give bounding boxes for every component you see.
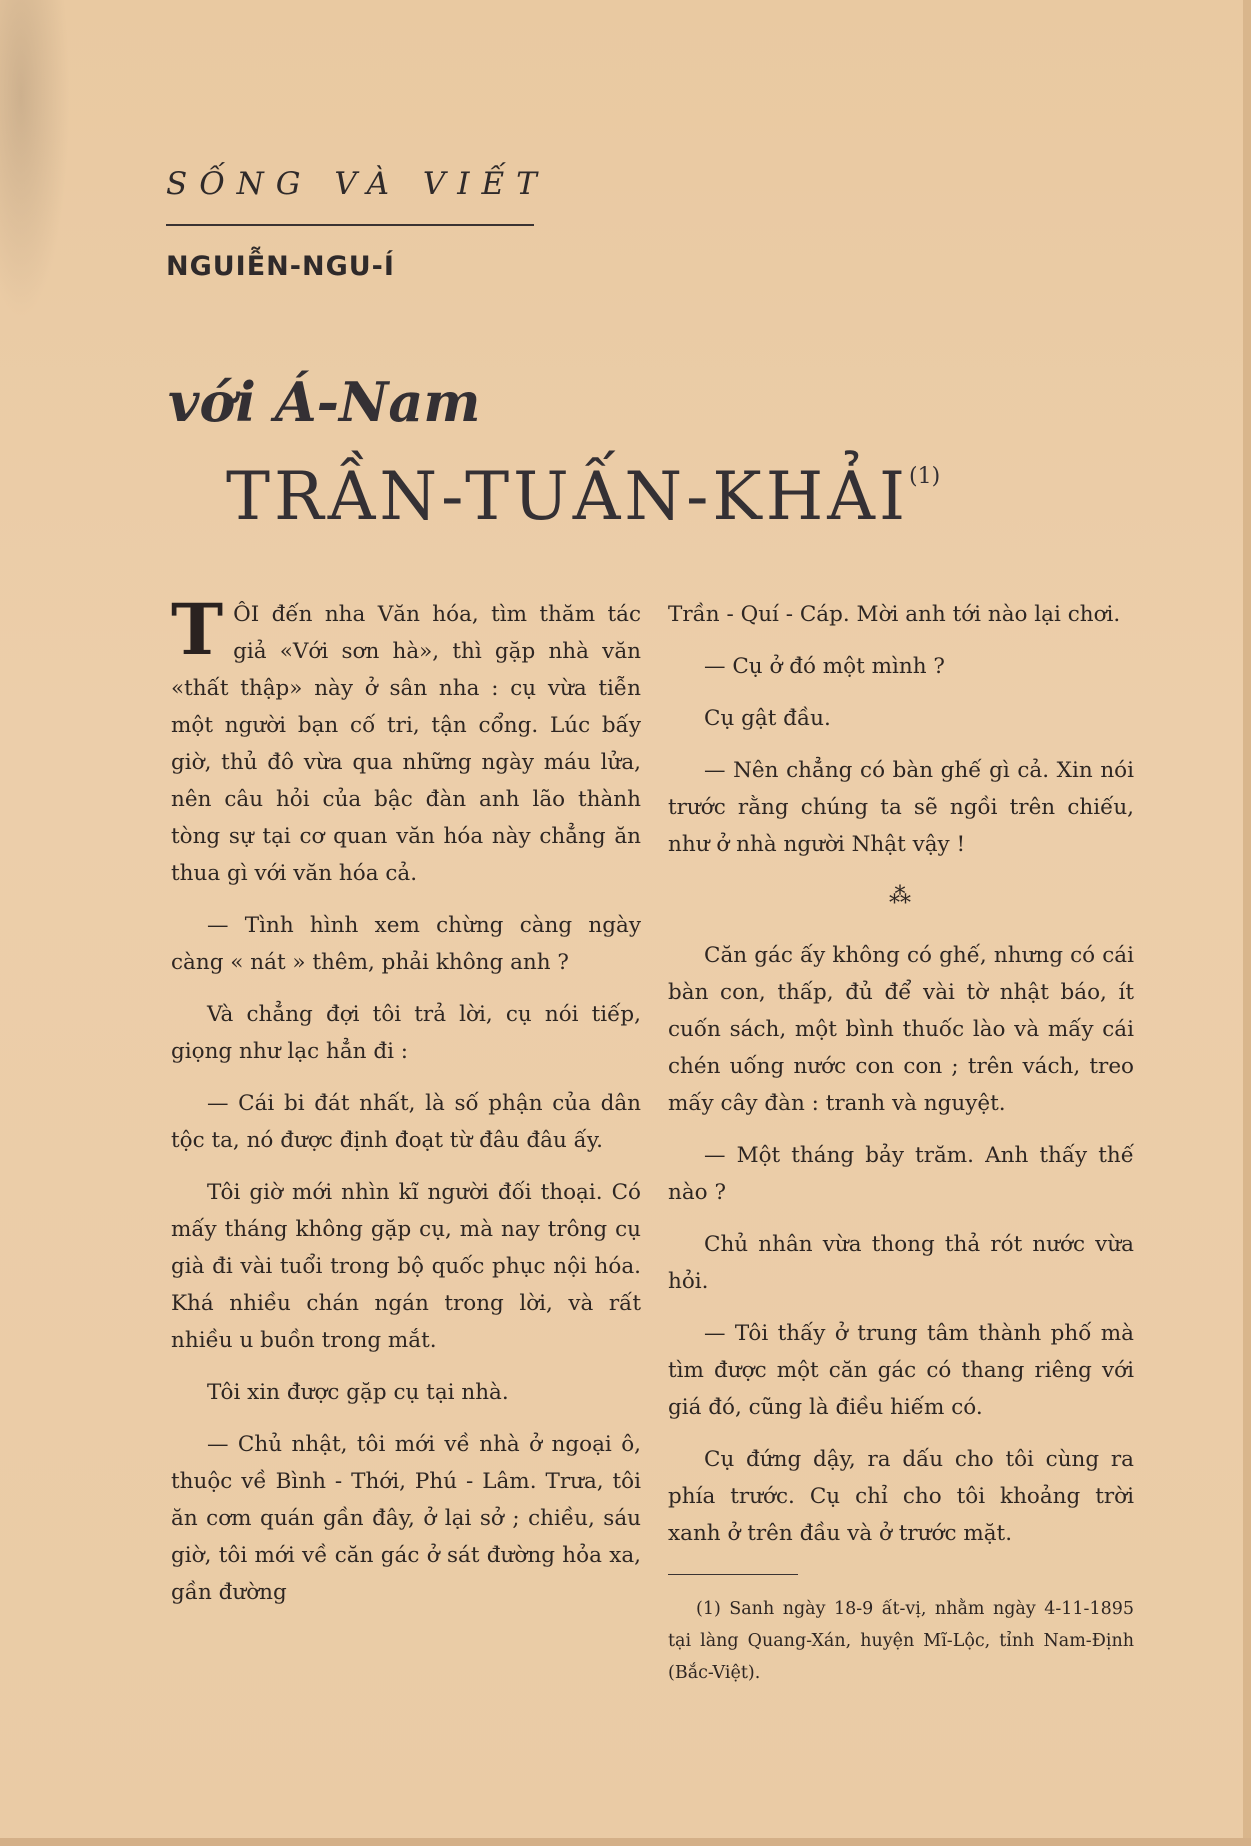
- series-title: SỐNG VÀ VIẾT: [166, 166, 549, 202]
- paragraph: — Tình hình xem chừng càng ngày càng « nát » thêm, phải không anh ?: [171, 913, 641, 975]
- paragraph: Căn gác ấy không có ghế, nhưng có cái bàn con, thấp, đủ để vài tờ nhật báo, ít cuốn sách, một bình thuốc lào và mấy cái chén uống nước con con ; trên vách, treo mấy cây đàn : tranh và nguyệt.: [668, 943, 1134, 1116]
- paragraph: Chủ nhân vừa thong thả rót nước vừa hỏi.: [668, 1232, 1134, 1294]
- footnote: (1) Sanh ngày 18-9 ất-vị, nhằm ngày 4-11-1895 tại làng Quang-Xán, huyện Mĩ-Lộc, tỉnh Nam-Định (Bắc-Việt).: [668, 1599, 1134, 1683]
- paragraph: — Nên chẳng có bàn ghế gì cả. Xin nói trước rằng chúng ta sẽ ngồi trên chiếu, như ở nhà người Nhật vậy !: [668, 758, 1134, 857]
- paragraph: — Cụ ở đó một mình ?: [704, 654, 945, 679]
- paragraph: — Một tháng bảy trăm. Anh thấy thế nào ?: [668, 1143, 1134, 1205]
- drop-cap: T: [171, 588, 224, 671]
- paragraph: Trần - Quí - Cáp. Mời anh tới nào lại chơi.: [668, 602, 1121, 627]
- paragraph: Cụ đứng dậy, ra dấu cho tôi cùng ra phía trước. Cụ chỉ cho tôi khoảng trời xanh ở trên đầu và ở trước mặt.: [668, 1447, 1134, 1546]
- article-title-line1: với Á-Nam: [168, 370, 481, 434]
- paragraph: Và chẳng đợi tôi trả lời, cụ nói tiếp, giọng như lạc hẳn đi :: [171, 1002, 641, 1064]
- paragraph: Cụ gật đầu.: [704, 706, 831, 731]
- paragraph: Tôi giờ mới nhìn kĩ người đối thoại. Có mấy tháng không gặp cụ, mà nay trông cụ già đi vài tuổi trong bộ quốc phục nội hóa. Khá nhiều chán ngán trong lời, và rất nhiều u buồn trong mắt.: [171, 1180, 641, 1353]
- paragraph: Tôi xin được gặp cụ tại nhà.: [207, 1380, 509, 1405]
- column-right: [668, 596, 1134, 1704]
- paragraph: — Chủ nhật, tôi mới về nhà ở ngoại ô, thuộc về Bình - Thới, Phú - Lâm. Trưa, tôi ăn cơm quán gần đây, ở lại sở ; chiều, sáu giờ, tôi mới về căn gác ở sát đường hỏa xa, gần đường: [171, 1432, 641, 1605]
- article-title-name: TRẦN-TUẤN-KHẢI: [226, 458, 910, 535]
- paragraph: — Tôi thấy ở trung tâm thành phố mà tìm được một căn gác có thang riêng với giá đó, cũng là điều hiếm có.: [668, 1321, 1134, 1420]
- column-left: [171, 588, 641, 1626]
- article-title-line2: [226, 458, 940, 535]
- page-edge-right: [1243, 0, 1251, 1846]
- header-rule: [166, 224, 534, 226]
- paragraph-text: ÔI đến nha Văn hóa, tìm thăm tác giả «Với sơn hà», thì gặp nhà văn «thất thập» này ở sân nha : cụ vừa tiễn một người bạn cố tri, tận cổng. Lúc bấy giờ, thủ đô vừa qua những ngày máu lửa, nên câu hỏi của bậc đàn anh lão thành tòng sự tại cơ quan văn hóa này chẳng ăn thua gì với văn hóa cả.: [171, 602, 641, 886]
- page-stain: [0, 0, 70, 320]
- footnote-mark: (1): [909, 464, 941, 489]
- paragraph: [171, 588, 641, 892]
- paragraph: — Cái bi đát nhất, là số phận của dân tộc ta, nó được định đoạt từ đâu đâu ấy.: [171, 1091, 641, 1153]
- section-separator: ⁂: [889, 884, 913, 909]
- footnote-rule: [668, 1574, 798, 1575]
- page-edge-bottom: [0, 1838, 1251, 1846]
- author-name: NGUIỄN-NGU-Í: [166, 251, 395, 282]
